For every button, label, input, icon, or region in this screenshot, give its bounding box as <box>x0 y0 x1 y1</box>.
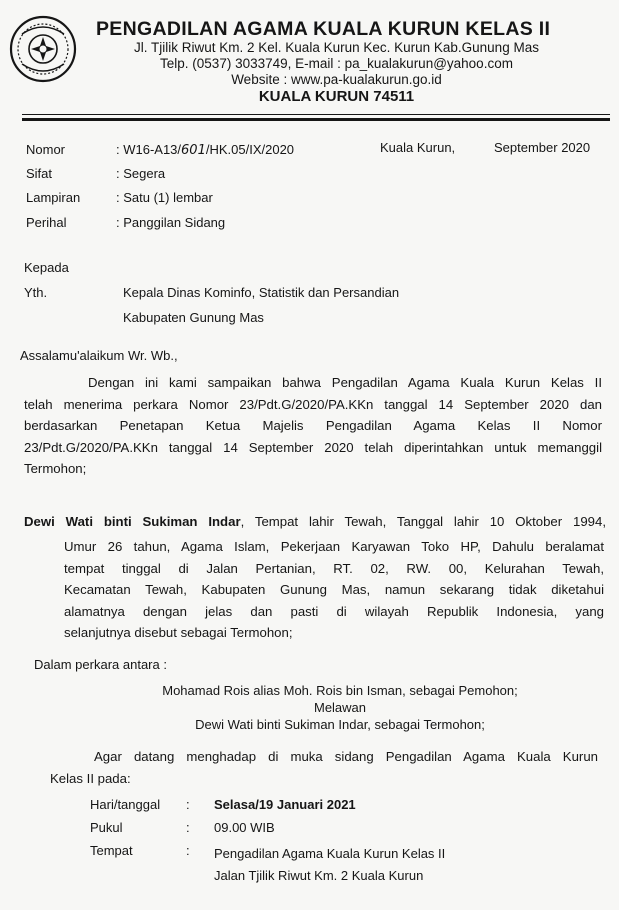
perihal-value: : Panggilan Sidang <box>116 215 226 230</box>
case-melawan: Melawan <box>313 700 367 715</box>
header-divider-thick <box>22 118 610 121</box>
party-line: Kecamatan Tewah, Kabupaten Gunung Mas, namun sekarang tidak diketahui <box>64 582 604 598</box>
case-pemohon: Mohamad Rois alias Moh. Rois bin Isman, sebagai Pemohon; <box>162 683 518 698</box>
paragraph-summons <box>50 746 598 789</box>
court-city: KUALA KURUN 74511 <box>258 88 415 105</box>
schedule-time-value: 09.00 WIB <box>214 820 275 835</box>
kepada-label: Kepada <box>24 260 69 275</box>
schedule-place-value-1: Pengadilan Agama Kuala Kurun Kelas II <box>214 846 446 861</box>
case-intro: Dalam perkara antara : <box>34 657 167 672</box>
court-address: Jl. Tjilik Riwut Km. 2 Kel. Kuala Kurun Kec. Kurun Kab.Gunung Mas <box>134 40 539 55</box>
party-name: Dewi Wati binti Sukiman Indar <box>24 514 241 529</box>
party-line: Umur 26 tahun, Agama Islam, Pekerjaan Karyawan Toko HP, Dahulu beralamat <box>64 539 604 554</box>
nomor-handwritten: 601 <box>181 143 206 158</box>
court-contact: Telp. (0537) 3033749, E-mail : pa_kualakurun@yahoo.com <box>160 56 513 71</box>
sifat-value: : Segera <box>116 166 166 181</box>
nomor-label: Nomor <box>26 142 66 157</box>
perihal-label: Perihal <box>26 215 67 230</box>
party-description <box>24 511 606 533</box>
schedule-colon: : <box>186 820 190 835</box>
recipient-line-1: Kepala Dinas Kominfo, Statistik dan Persandian <box>123 285 400 300</box>
schedule-place-value-2: Jalan Tjilik Riwut Km. 2 Kuala Kurun <box>214 868 424 883</box>
paragraph-summons-line: Agar datang menghadap di muka sidang Pengadilan Agama Kuala Kurun <box>94 749 598 764</box>
party-line: tempat tinggal di Jalan Pertanian, RT. 02, RW. 00, Kelurahan Tewah, <box>64 560 604 576</box>
schedule-time-label: Pukul <box>90 820 123 835</box>
letter-place: Kuala Kurun, <box>380 140 456 155</box>
nomor-value: : W16-A13/601/HK.05/IX/2020 <box>116 142 295 158</box>
schedule-colon: : <box>186 843 190 858</box>
party-line: selanjutnya disebut sebagai Termohon; <box>64 625 293 641</box>
paragraph-notice-line: berdasarkan Penetapan Ketua Majelis Pengadilan Agama Kelas II Nomor <box>24 418 602 434</box>
header-divider-thin <box>22 114 610 115</box>
court-name-heading: PENGADILAN AGAMA KUALA KURUN KELAS II <box>96 18 551 40</box>
party-description-continued <box>64 536 604 644</box>
court-website: Website : www.pa-kualakurun.go.id <box>231 72 442 87</box>
schedule-day-label: Hari/tanggal <box>90 797 161 812</box>
paragraph-notice-line: telah menerima perkara Nomor 23/Pdt.G/2020/PA.KKn tanggal 14 September 2020 dan <box>24 396 602 412</box>
sifat-label: Sifat <box>26 166 53 181</box>
paragraph-notice-line: Dengan ini kami sampaikan bahwa Pengadilan Agama Kuala Kurun Kelas II <box>88 375 602 390</box>
lampiran-value: : Satu (1) lembar <box>116 190 213 205</box>
letter-date: September 2020 <box>494 140 591 155</box>
party-line: alamatnya dengan jelas dan pasti di wilayah Republik Indonesia, yang <box>64 603 604 619</box>
party-line: Dewi Wati binti Sukiman Indar, Tempat lahir Tewah, Tanggal lahir 10 Oktober 1994, <box>24 514 606 529</box>
schedule-day-value: Selasa/19 Januari 2021 <box>214 797 356 812</box>
recipient-line-2: Kabupaten Gunung Mas <box>123 310 264 325</box>
yth-label: Yth. <box>24 285 48 300</box>
paragraph-notice-line: 23/Pdt.G/2020/PA.KKn tanggal 14 September 2020 telah diperintahkan untuk memanggil <box>24 439 602 455</box>
greeting: Assalamu'alaikum Wr. Wb., <box>20 348 178 363</box>
paragraph-notice-line: Termohon; <box>24 461 87 477</box>
schedule-colon: : <box>186 797 190 812</box>
case-termohon: Dewi Wati binti Sukiman Indar, sebagai Termohon; <box>195 717 485 732</box>
schedule-place-label: Tempat <box>90 843 133 858</box>
paragraph-summons-line: Kelas II pada: <box>50 770 131 786</box>
lampiran-label: Lampiran <box>26 190 81 205</box>
paragraph-notice <box>24 372 602 480</box>
